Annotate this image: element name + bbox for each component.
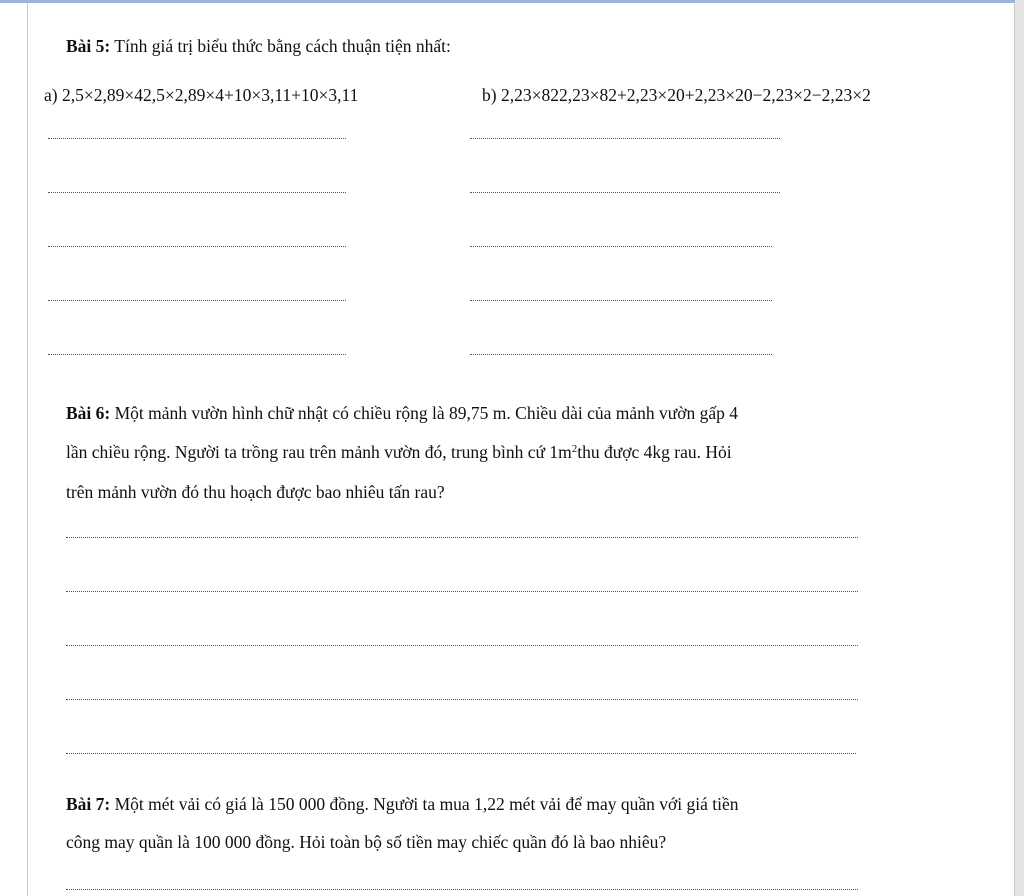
bai6-line-3 bbox=[66, 481, 445, 503]
answer-line-b3 bbox=[470, 246, 772, 247]
bai6-line-1 bbox=[66, 402, 738, 424]
bai6-superscript: 2 bbox=[571, 443, 578, 455]
bai6-label: Bài 6: bbox=[66, 403, 111, 423]
answer-line-a2 bbox=[48, 192, 346, 193]
page-left-margin-line bbox=[27, 3, 28, 896]
answer-line-a1 bbox=[48, 138, 346, 139]
bai6-line-2 bbox=[66, 441, 732, 463]
window-right-edge bbox=[1015, 0, 1024, 896]
bai7-line-1 bbox=[66, 793, 738, 815]
bai7-line-2 bbox=[66, 831, 666, 853]
answer-line-a5 bbox=[48, 354, 346, 355]
bai5-part-b bbox=[482, 84, 871, 106]
answer-line-7-1 bbox=[66, 889, 858, 890]
answer-line-b1 bbox=[470, 138, 780, 139]
bai7-text-1: Một mét vải có giá là 150 000 đồng. Người ta mua 1,22 mét vải để may quần với giá tiền bbox=[110, 794, 739, 814]
answer-line-b5 bbox=[470, 354, 772, 355]
bai5-heading bbox=[66, 35, 451, 57]
bai6-text-2b: thu được 4kg rau. Hỏi bbox=[577, 442, 732, 462]
bai5-a-expression: 2,5×2,89×42,5×2,89×4+10×3,11+10×3,11 bbox=[61, 85, 359, 105]
bai6-text-1: Một mảnh vườn hình chữ nhật có chiều rộng là 89,75 m. Chiều dài của mảnh vườn gấp 4 bbox=[110, 403, 738, 423]
bai5-label: Bài 5: bbox=[66, 36, 111, 56]
window-top-border bbox=[0, 0, 1024, 3]
answer-line-b2 bbox=[470, 192, 780, 193]
bai5-b-label: b) bbox=[482, 85, 497, 105]
bai7-text-2: công may quần là 100 000 đồng. Hỏi toàn bộ số tiền may chiếc quần đó là bao nhiêu? bbox=[66, 832, 667, 852]
bai6-text-2a: lần chiều rộng. Người ta trồng rau trên mảnh vườn đó, trung bình cứ 1m bbox=[66, 442, 572, 462]
bai5-text: Tính giá trị biểu thức bằng cách thuận tiện nhất: bbox=[110, 36, 451, 56]
answer-line-6-2 bbox=[66, 591, 858, 592]
answer-line-6-4 bbox=[66, 699, 858, 700]
answer-line-a4 bbox=[48, 300, 346, 301]
bai6-text-3: trên mảnh vườn đó thu hoạch được bao nhiêu tấn rau? bbox=[66, 482, 445, 502]
answer-line-6-5 bbox=[66, 753, 856, 754]
bai7-label: Bài 7: bbox=[66, 794, 111, 814]
answer-line-6-1 bbox=[66, 537, 858, 538]
bai5-part-a bbox=[44, 84, 358, 106]
answer-line-6-3 bbox=[66, 645, 858, 646]
answer-line-b4 bbox=[470, 300, 772, 301]
bai5-a-label: a) bbox=[44, 85, 58, 105]
answer-line-a3 bbox=[48, 246, 346, 247]
bai5-b-expression: 2,23×822,23×82+2,23×20+2,23×20−2,23×2−2,23×2 bbox=[500, 85, 871, 105]
